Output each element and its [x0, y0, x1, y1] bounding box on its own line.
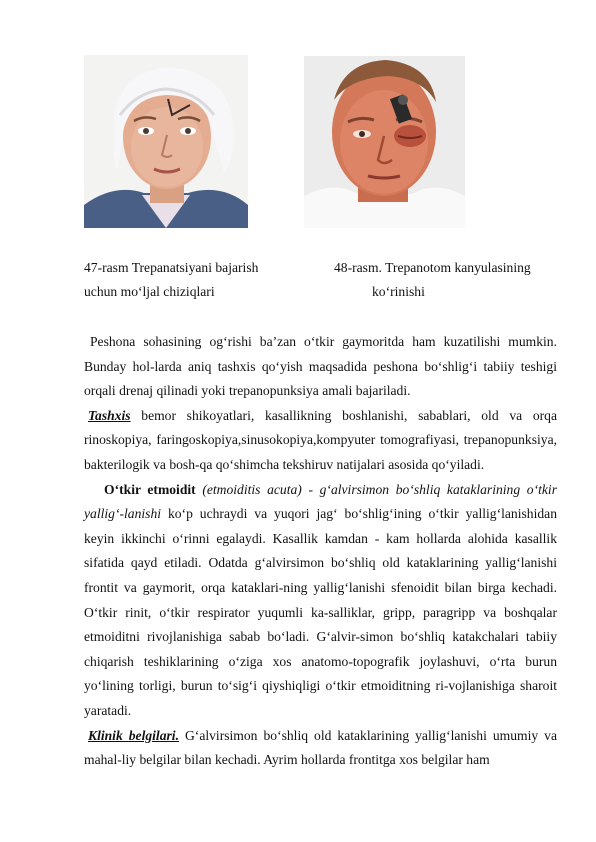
- body-text: [84, 330, 557, 773]
- figure-47-caption-line1: 47-rasm Trepanatsiyani bajarish: [84, 260, 259, 275]
- man-cannula-image: [304, 56, 465, 228]
- diagnosis-label: Tashxis: [88, 407, 131, 423]
- clinical-signs-text: G‘alvirsimon bo‘shliq old kataklarining yallig‘lanishi umumiy va mahal-liy belgilar bilan kechadi. Ayrim hollarda frontitga xos belgilar ham: [84, 727, 557, 768]
- ethmoiditis-latin: (etmoiditis acuta) - g‘alvirsimon bo‘shliq kataklarining o‘tkir yallig‘-lanishi: [84, 481, 557, 522]
- ethmoiditis-term: O‘tkir etmoidit: [104, 481, 196, 497]
- figure-48-caption-line1: 48-rasm. Trepanotom kanyulasining: [334, 260, 531, 275]
- paragraph-clinical-signs: [84, 724, 557, 773]
- clinical-signs-label: Klinik belgilari.: [88, 727, 179, 743]
- woman-forehead-marking-image: [84, 55, 248, 228]
- figure-47-caption-line2: uchun mo‘ljal chiziqlari: [84, 284, 215, 299]
- paragraph-acute-ethmoiditis: [84, 478, 557, 724]
- figure-48-caption-line2: ko‘rinishi: [372, 284, 425, 299]
- diagnosis-text: bemor shikoyatlari, kasallikning boshlanishi, sabablari, old va orqa rinoskopiya, faringoskopiya,sinusokopiya,kompyuter tomografiyasi, trepanopunksiya, bakterilogik va bosh-qa qo‘shimcha tekshiruv natijalari asosida qo‘yiladi.: [84, 407, 557, 472]
- figure-48-photo: [304, 56, 465, 228]
- figure-47-photo: [84, 55, 248, 228]
- ethmoiditis-text: ko‘p uchraydi va yuqori jag‘ bo‘shlig‘ining o‘tkir yallig‘lanishidan keyin ikkinchi o‘rinni egalaydi. Kasallik kamdan - kam hollarda alohida kasallik sifatida qayd etiladi. Odatda g‘alvirsimon bo‘shliq old kataklarining yallig‘lanishi frontit va gaymorit, orqa kataklari-ning yallig‘lanishi sfenoidit bilan birga kechadi. O‘tkir rinit, o‘tkir respirator yuqumli ka-salliklar, gripp, paragripp va boshqalar etmoiditni rivojlanishiga sabab bo‘ladi. G‘alvir-simon bo‘shliq katakchalari tabiiy chiqarish teshiklarining o‘ziga xos anatomo-topografik joylashuvi, o‘rta burun yo‘lining torligi, burun to‘sig‘i qiyshiqligi o‘tkir etmoiditning ri-vojlanishiga sharoit yaratadi.: [84, 506, 557, 718]
- paragraph-frontal-pain: Peshona sohasining og‘rishi ba’zan o‘tkir gaymoritda ham kuzatilishi mumkin. Bunday hol-larda aniq tashxis qo‘yish maqsadida peshona bo‘shlig‘i tabiiy teshigi orqali drenaj qilinadi yoki trepanopunksiya amali bajariladi.: [84, 334, 557, 399]
- paragraph-diagnosis: [84, 404, 557, 478]
